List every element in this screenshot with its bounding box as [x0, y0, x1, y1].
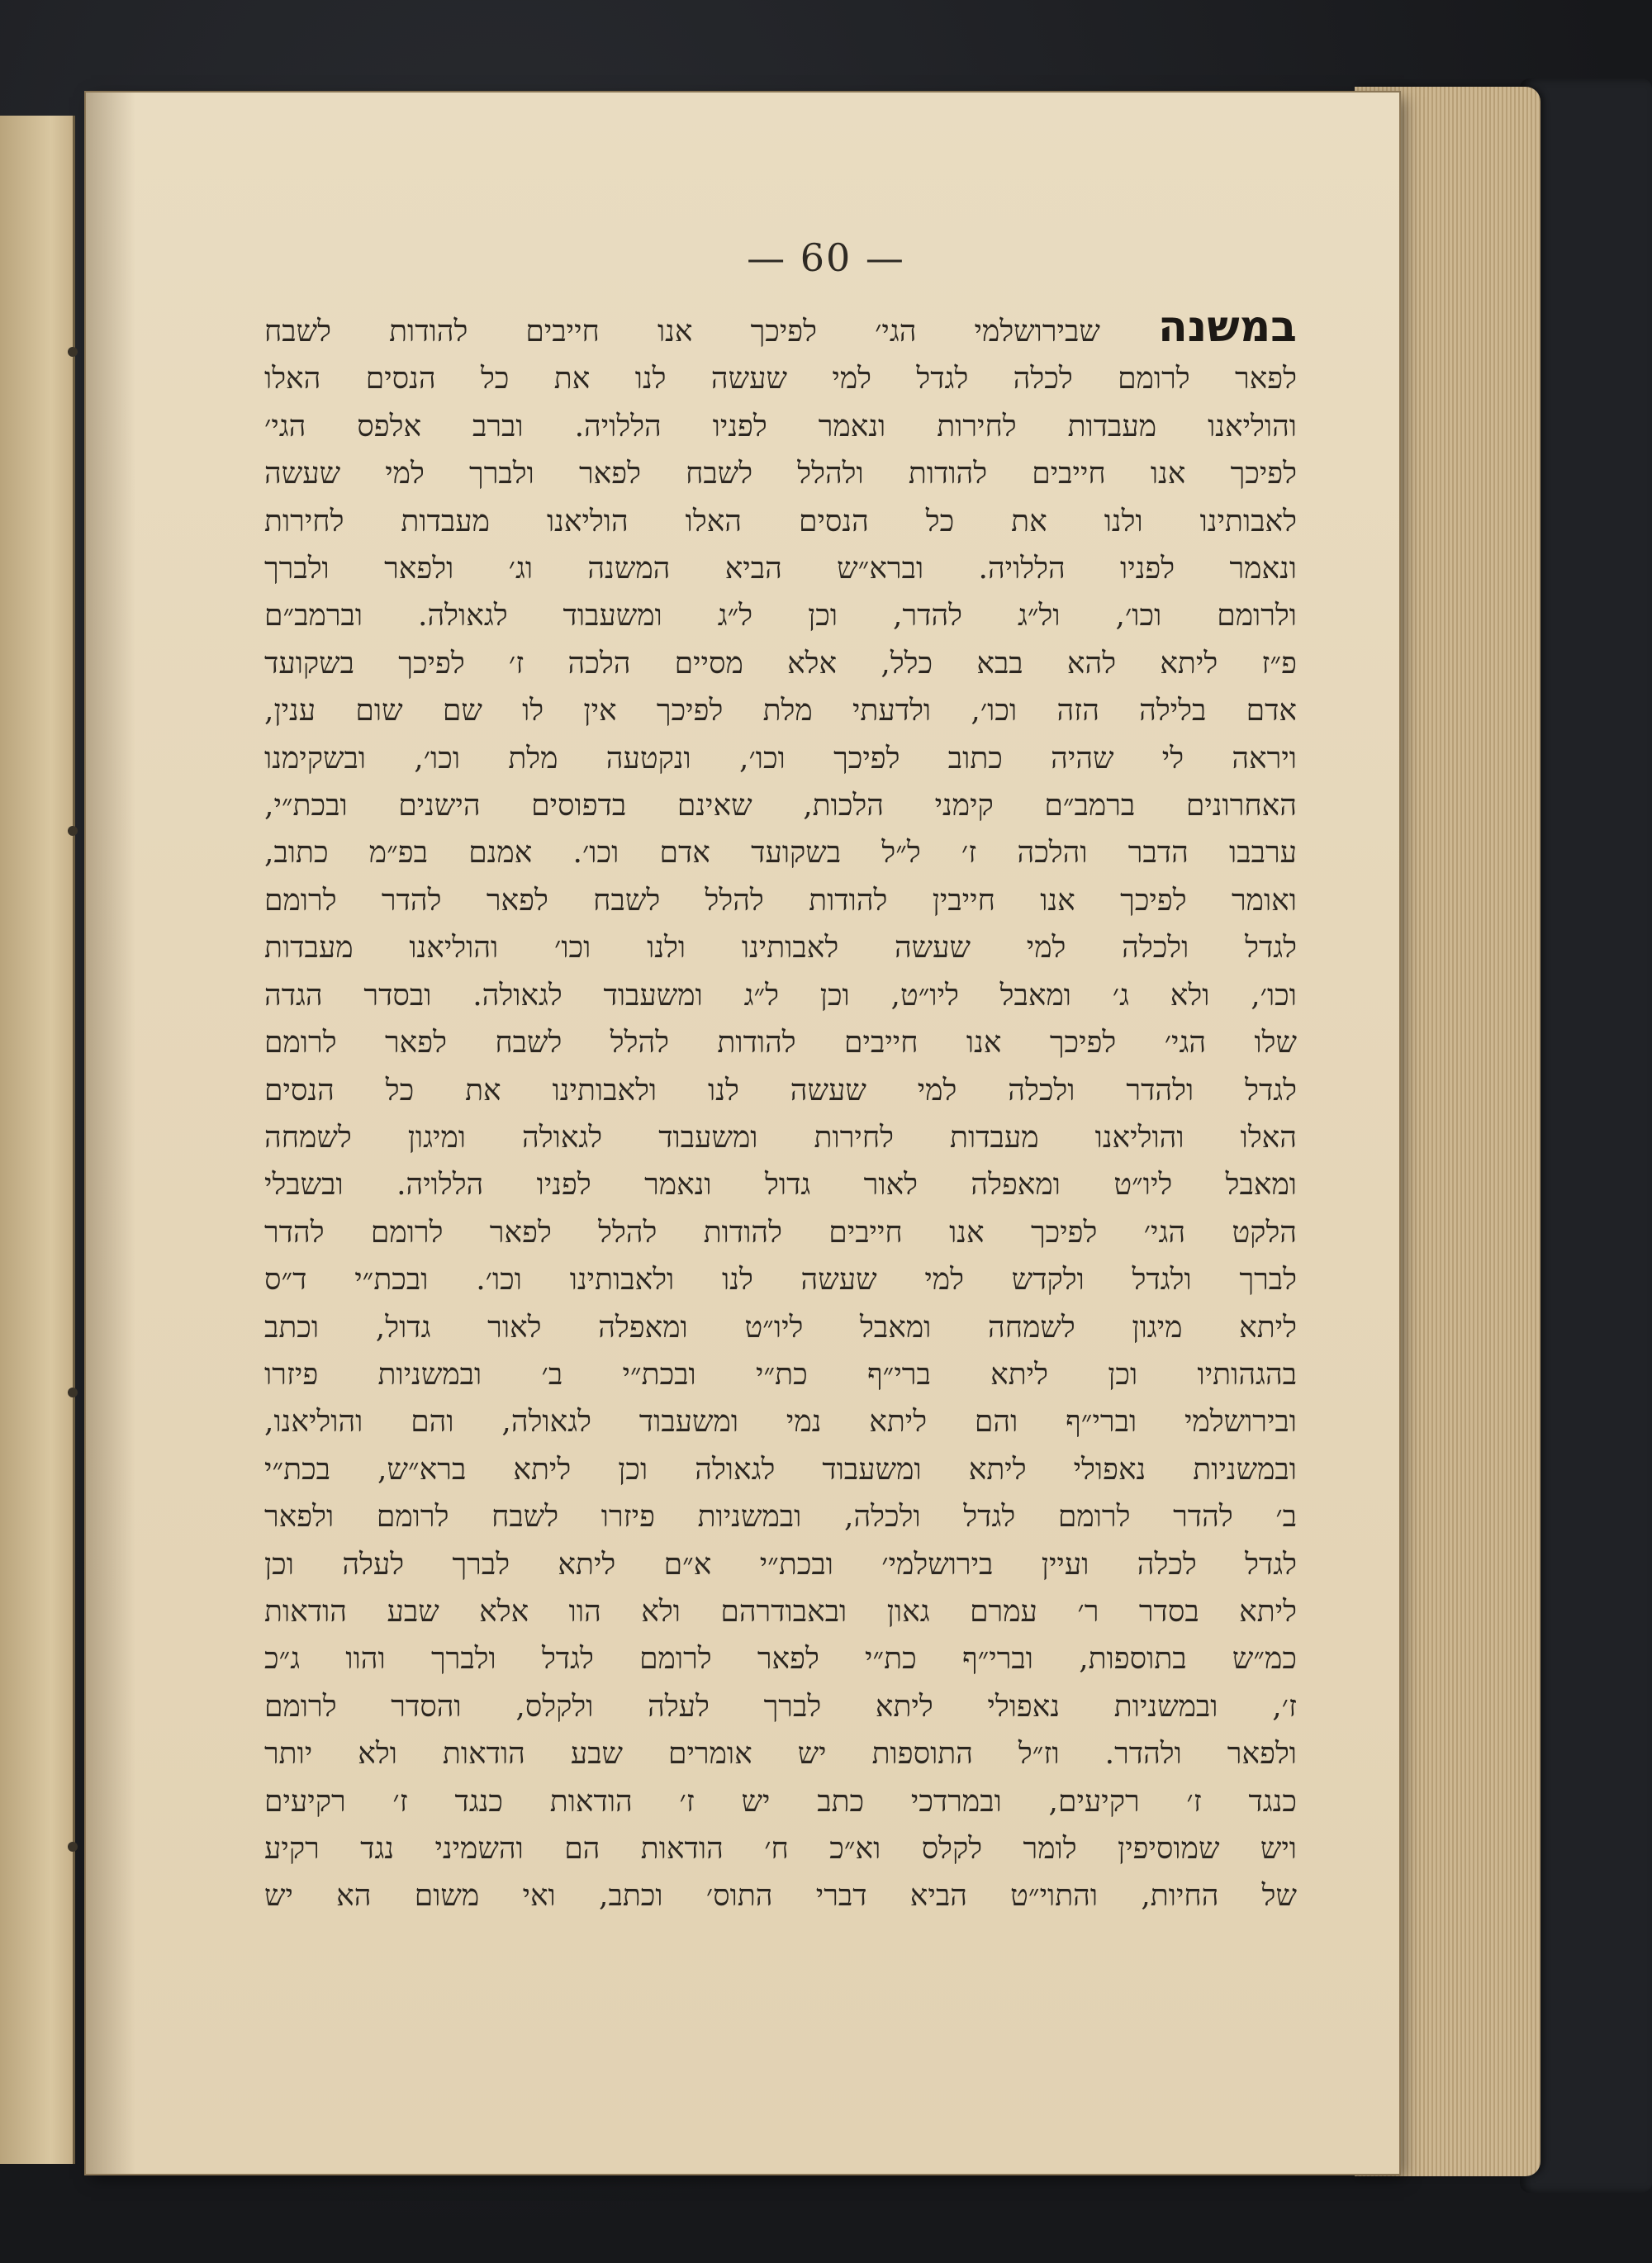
text-line: שבירושלמי הגי׳ לפיכך אנו חייבים להודות לשבח: [264, 315, 1100, 349]
text-line: לגדל ולכלה למי שעשה לאבותינו ולנו וכו׳ והוליאנו מעבדות: [264, 931, 1297, 965]
text-line: בהגהותיו וכן ליתא ברי״ף כת״י ובכת״י ב׳ ובמשניות פיזרו: [264, 1357, 1297, 1392]
text-line: הלקט הגי׳ לפיכך אנו חייבים להודות להלל לפאר לרומם להדר: [264, 1215, 1297, 1250]
text-line: ליתא בסדר ר׳ עמרם גאון ובאבודרהם ולא הוו אלא שבע הודאות: [264, 1594, 1297, 1629]
text-line: ובמשניות נאפולי ליתא ומשעבוד לגאולה וכן ליתא ברא״ש, בכת״י: [264, 1452, 1297, 1487]
text-line: שלו הגי׳ לפיכך אנו חייבים להודות להלל לשבח לפאר לרומם: [264, 1026, 1297, 1060]
text-line: פ״ז ליתא להא בבא כלל, אלא מסיים הלכה ז׳ לפיכך בשקועד: [264, 646, 1297, 681]
text-line: לאבותינו ולנו את כל הנסים האלו הוליאנו מעבדות לחירות: [264, 504, 1297, 538]
text-line: ז׳, ובמשניות נאפולי ליתא לברך לעלה ולקלס, והסדר לרומם: [264, 1689, 1297, 1724]
text-line: לגדל ולהדר ולכלה למי שעשה לנו ולאבותינו את כל הנסים: [264, 1073, 1297, 1108]
text-line: האלו והוליאנו מעבדות לחירות ומשעבוד לגאולה ומיגון לשמחה: [264, 1120, 1297, 1155]
text-line: ולרומם וכו׳, ול״ג להדר, וכן ל״ג ומשעבוד לגאולה. וברמב״ם: [264, 599, 1297, 633]
text-line: ויש שמוסיפין לומר לקלס וא״כ ח׳ הודאות הם והשמיני נגד רקיע: [264, 1832, 1297, 1866]
text-line: ב׳ להדר לרומם לגדל ולכלה, ובמשניות פיזרו לשבח לרומם ולפאר: [264, 1500, 1297, 1535]
text-line: ומאבל ליו״ט ומאפלה לאור גדול ונאמר לפניו הללויה. ובשבלי: [264, 1168, 1297, 1203]
text-line: ערבבו הדבר והלכה ז׳ ל״ל בשקועד אדם וכו׳. אמנם בפ״מ כתוב,: [264, 836, 1297, 871]
body-text: [264, 304, 1297, 1920]
text-line: ואומר לפיכך אנו חייבין להודות להלל לשבח לפאר להדר לרומם: [264, 883, 1297, 918]
text-line: ולפאר ולהדר. וז״ל התוספות יש אומרים שבע הודאות ולא יותר: [264, 1737, 1297, 1772]
text-line: האחרונים ברמב״ם קימני הלכות, שאינם בדפוסים הישנים ובכת״י,: [264, 789, 1297, 823]
text-line: ויראה לי שהיה כתוב לפיכך וכו׳, ונקטעה מלת וכו׳, ובשקימנו: [264, 741, 1297, 776]
lead-word: במשנה: [1157, 304, 1297, 352]
text-line-first: [264, 304, 1297, 355]
text-line: ליתא מיגון לשמחה ומאבל ליו״ט ומאפלה לאור גדול, וכתב: [264, 1310, 1297, 1345]
text-line: אדם בלילה הזה וכו׳, ולדעתי מלת לפיכך אין לו שם שום ענין,: [264, 694, 1297, 728]
text-line: כמ״ש בתוספות, וברי״ף כת״י לפאר לרומם לגדל ולברך והוו ג״כ: [264, 1642, 1297, 1677]
text-line: ונאמר לפניו הללויה. וברא״ש הביא המשנה וג׳ ולפאר ולברך: [264, 552, 1297, 586]
text-line: לגדל לכלה ועיין בירושלמי׳ ובכת״י א״ם ליתא לברך לעלה וכן: [264, 1547, 1297, 1582]
text-line: והוליאנו מעבדות לחירות ונאמר לפניו הללויה. וברב אלפס הגי׳: [264, 409, 1297, 444]
text-line: לפיכך אנו חייבים להודות ולהלל לשבח לפאר ולברך למי שעשה: [264, 457, 1297, 491]
text-line: ובירושלמי וברי״ף והם ליתא נמי ומשעבוד לגאולה, והם והוליאנו,: [264, 1405, 1297, 1440]
text-line: לפאר לרומם לכלה לגדל למי שעשה לנו את כל הנסים האלו: [264, 362, 1297, 396]
text-line: לברך ולגדל ולקדש למי שעשה לנו ולאבותינו וכו׳. ובכת״י ד״ס: [264, 1263, 1297, 1298]
text-line: כנגד ז׳ רקיעים, ובמרדכי כתב יש ז׳ הודאות כנגד ז׳ רקיעים: [264, 1784, 1297, 1819]
page-number: — 60 —: [747, 235, 905, 280]
facing-page-edge: [0, 116, 75, 2164]
text-line: של החיות, והתוי״ט הביא דברי התוס׳ וכתב, ואי משום הא יש: [264, 1879, 1297, 1914]
text-line: וכו׳, ולא ג׳ ומאבל ליו״ט, וכן ל״ג ומשעבוד לגאולה. ובסדר הגדה: [264, 978, 1297, 1013]
page-gutter-shadow: [86, 93, 135, 2174]
